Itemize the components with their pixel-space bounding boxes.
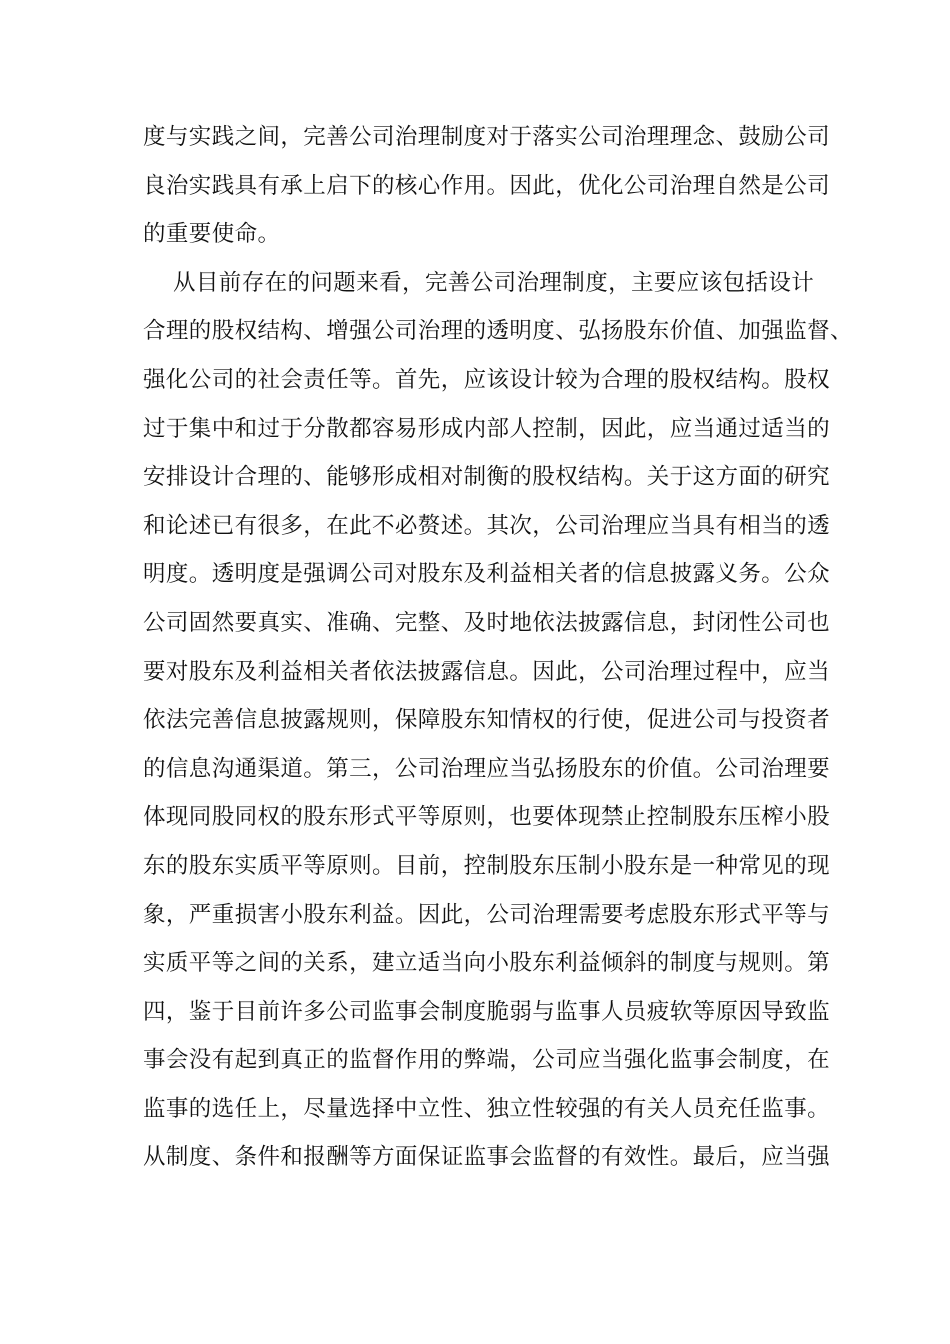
text-line: 从制度、条件和报酬等方面保证监事会监督的有效性。最后，应当强 bbox=[143, 1144, 831, 1171]
text-line: 的重要使命。 bbox=[143, 221, 281, 248]
text-line: 事会没有起到真正的监督作用的弊端，公司应当强化监事会制度，在 bbox=[143, 1047, 831, 1074]
text-line: 监事的选任上，尽量选择中立性、独立性较强的有关人员充任监事。 bbox=[143, 1095, 831, 1122]
text-line: 明度。透明度是强调公司对股东及利益相关者的信息披露义务。公众 bbox=[143, 561, 831, 588]
text-line: 要对股东及利益相关者依法披露信息。因此，公司治理过程中，应当 bbox=[143, 658, 831, 685]
text-line: 的信息沟通渠道。第三，公司治理应当弘扬股东的价值。公司治理要 bbox=[143, 755, 831, 782]
text-line: 良治实践具有承上启下的核心作用。因此，优化公司治理自然是公司 bbox=[143, 172, 831, 199]
text-line: 公司固然要真实、准确、完整、及时地依法披露信息，封闭性公司也 bbox=[143, 609, 831, 636]
text-line: 四，鉴于目前许多公司监事会制度脆弱与监事人员疲软等原因导致监 bbox=[143, 998, 831, 1025]
text-line: 过于集中和过于分散都容易形成内部人控制，因此，应当通过适当的 bbox=[143, 415, 831, 442]
text-line: 象，严重损害小股东利益。因此，公司治理需要考虑股东形式平等与 bbox=[143, 901, 831, 928]
text-line: 实质平等之间的关系，建立适当向小股东利益倾斜的制度与规则。第 bbox=[143, 950, 831, 977]
text-line: 体现同股同权的股东形式平等原则，也要体现禁止控制股东压榨小股 bbox=[143, 804, 831, 831]
paragraph-start-line: 从目前存在的问题来看，完善公司治理制度，主要应该包括设计 bbox=[173, 269, 815, 296]
text-line: 依法完善信息披露规则，保障股东知情权的行使，促进公司与投资者 bbox=[143, 707, 831, 734]
text-line: 合理的股权结构、增强公司治理的透明度、弘扬股东价值、加强监督、 bbox=[143, 318, 853, 345]
text-line: 和论述已有很多，在此不必赘述。其次，公司治理应当具有相当的透 bbox=[143, 512, 831, 539]
text-line: 度与实践之间，完善公司治理制度对于落实公司治理理念、鼓励公司 bbox=[143, 124, 831, 150]
text-line: 东的股东实质平等原则。目前，控制股东压制小股东是一种常见的现 bbox=[143, 852, 831, 879]
text-line: 强化公司的社会责任等。首先，应该设计较为合理的股权结构。股权 bbox=[143, 366, 831, 393]
body-text bbox=[143, 113, 853, 1182]
text-line: 安排设计合理的、能够形成相对制衡的股权结构。关于这方面的研究 bbox=[143, 464, 831, 491]
